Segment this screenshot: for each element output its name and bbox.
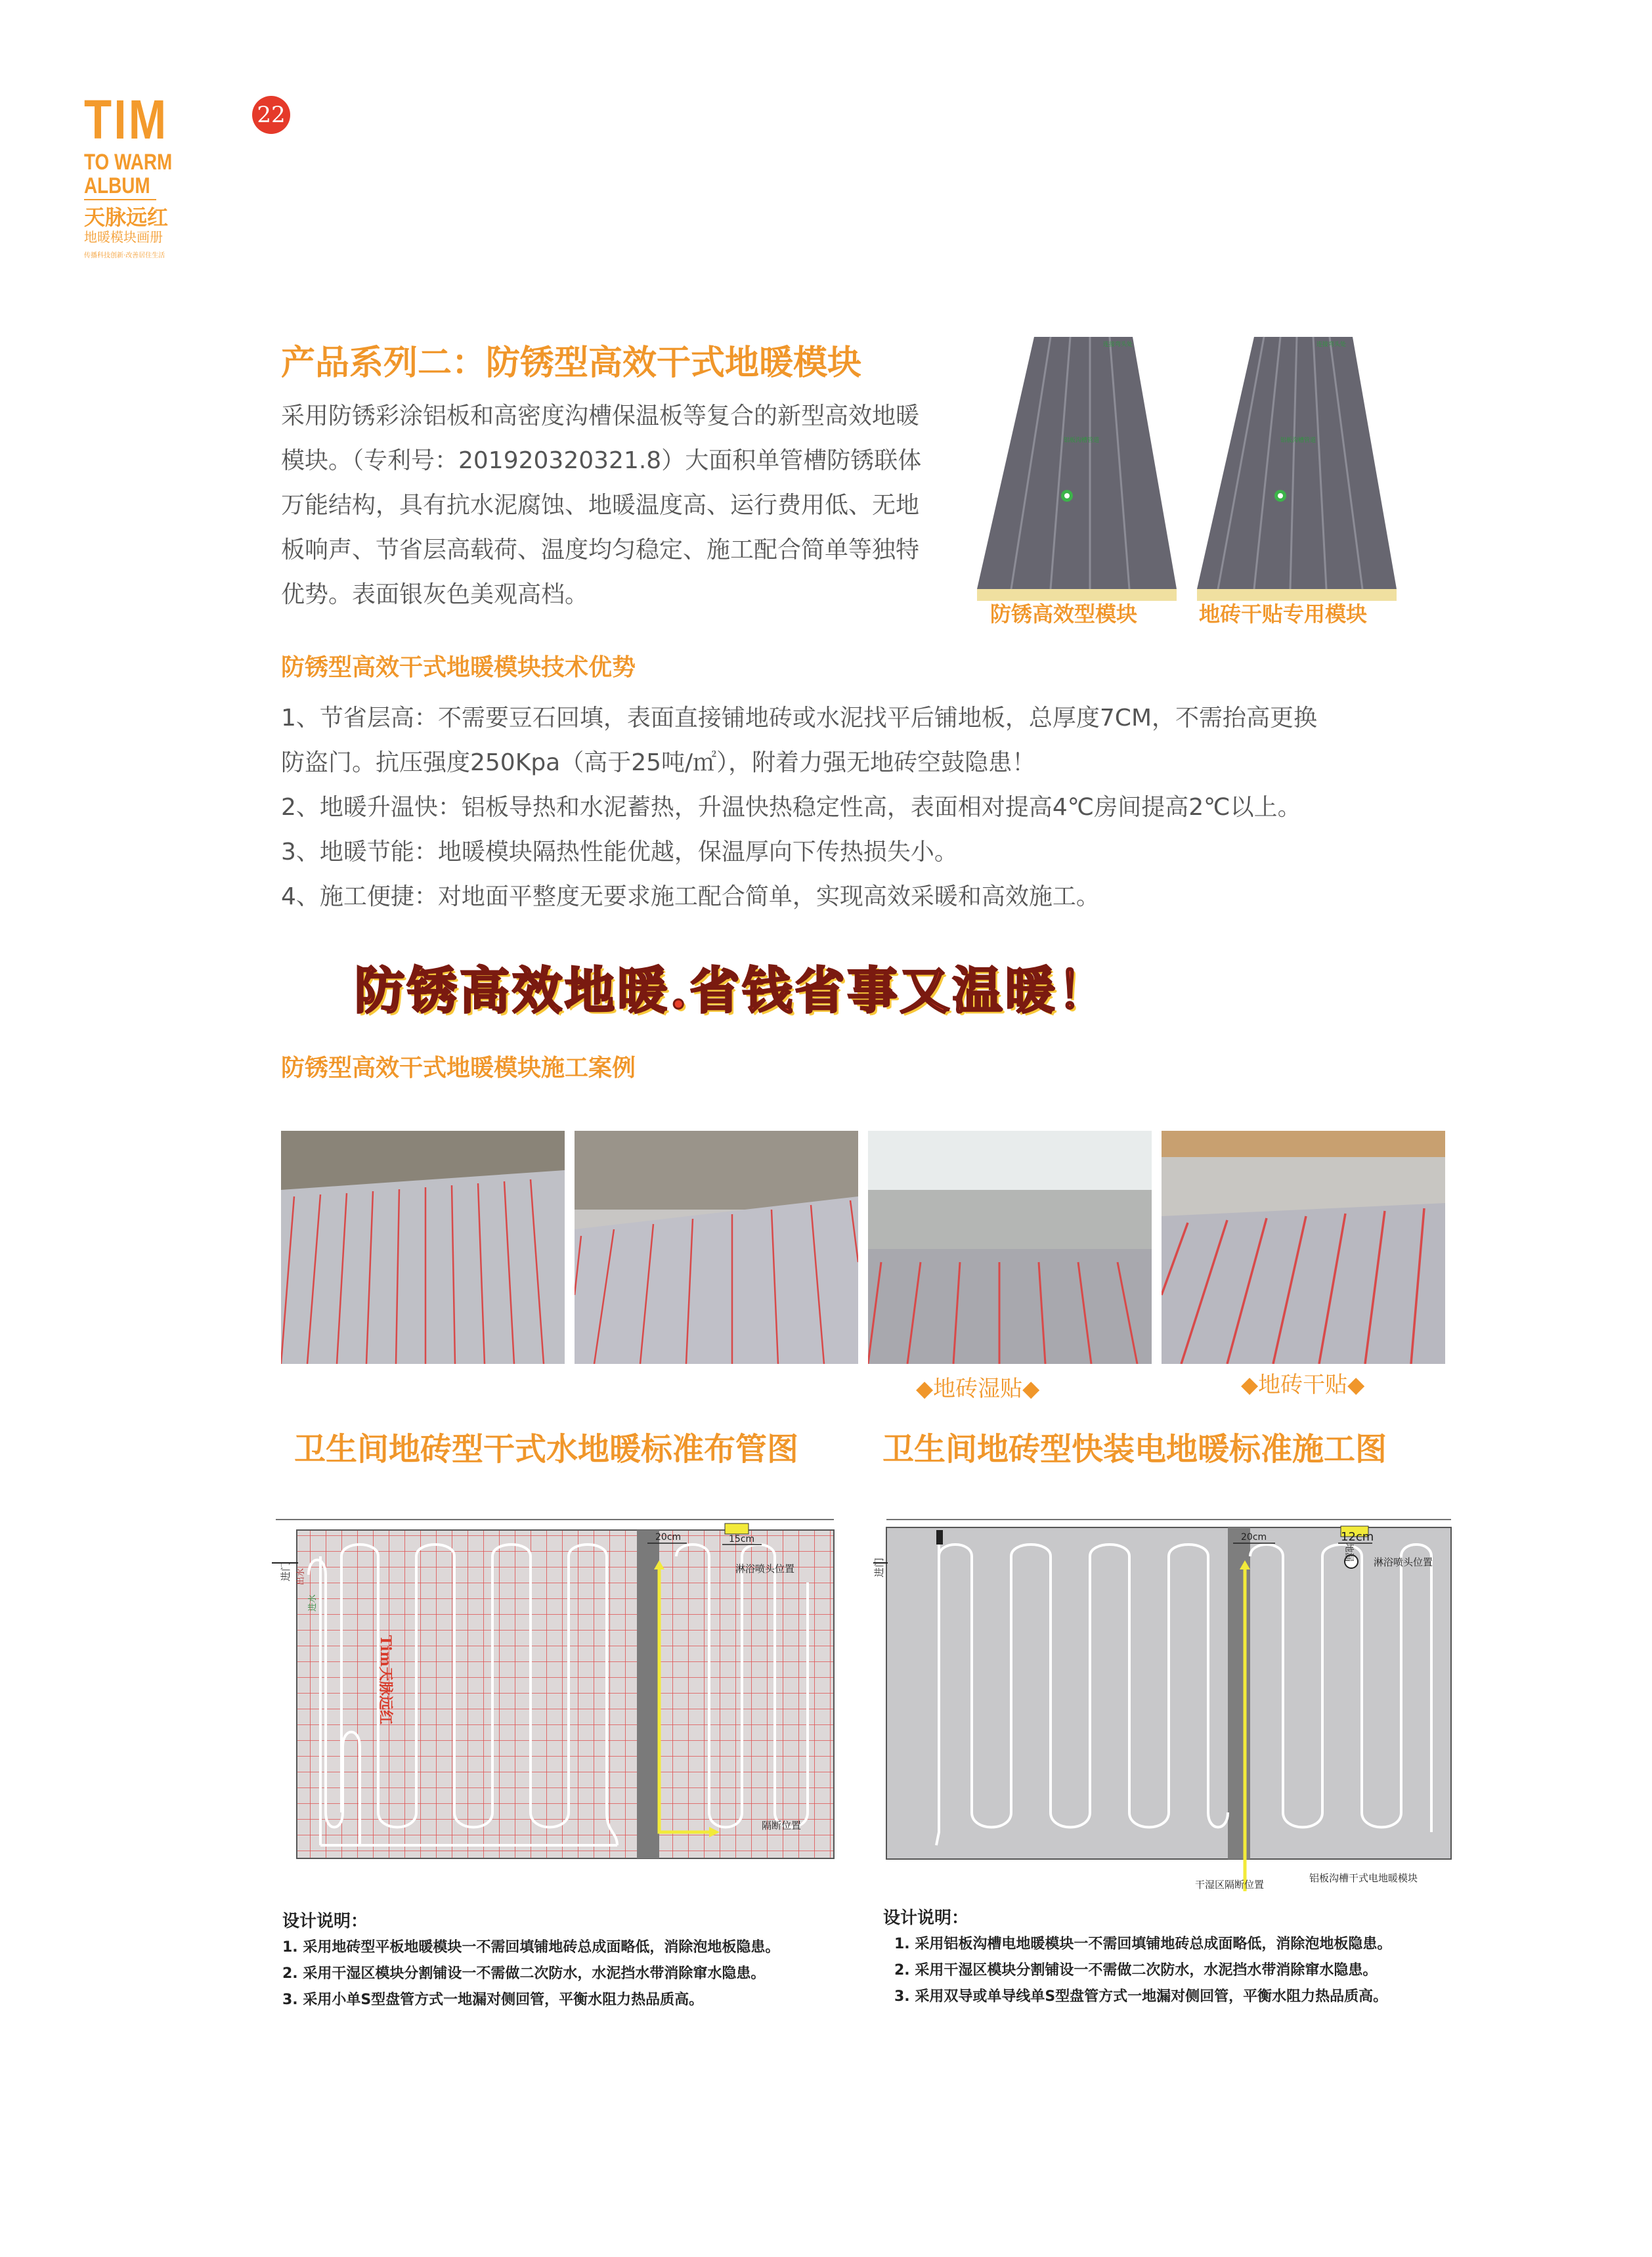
- diagram-right-gap: 20cm: [1241, 1532, 1267, 1543]
- diagram-right-entry: 进门: [873, 1557, 885, 1577]
- diagram-left-out: 出水: [296, 1567, 306, 1585]
- note-left: 2. 采用干湿区模块分割铺设一不需做二次防水，水泥挡水带消除窜水隐患。: [282, 1965, 766, 1982]
- note-left: 3. 采用小单S型盘管方式一地漏对侧回管，平衡水阻力热品质高。: [282, 1992, 704, 2008]
- module-label: 铝板沟槽管道: [1280, 437, 1316, 444]
- page-number-badge: 22: [252, 96, 290, 134]
- advantages-title: 防锈型高效干式地暖模块技术优势: [281, 654, 636, 681]
- case-photo: [575, 1131, 858, 1364]
- case-caption-dry: ◆地砖干贴◆: [1241, 1372, 1365, 1398]
- logo-slogan: 传播科技创新·改善居住生活: [84, 252, 165, 259]
- diagram-right-title: 卫生间地砖型快装电地暖标准施工图: [882, 1431, 1387, 1468]
- diagram-left-entry: 进门: [280, 1561, 292, 1581]
- cases-title: 防锈型高效干式地暖模块施工案例: [281, 1055, 636, 1082]
- product-caption-rustproof: 防锈高效型模块: [990, 602, 1138, 626]
- diagram-left-in: 进水: [308, 1594, 318, 1611]
- notes-right-title: 设计说明：: [883, 1908, 969, 1928]
- diagram-left-title: 卫生间地砖型干式水地暖标准布管图: [294, 1431, 799, 1468]
- logo-cn-subtitle: 地暖模块画册: [84, 229, 163, 245]
- diagram-left-gap: 20cm: [655, 1532, 682, 1543]
- advantage-item: 2、地暖升温快：铝板导热和水泥蓄热，升温快热稳定性高，表面相对提高4℃房间提高2℃以上。: [281, 794, 1301, 821]
- case-photo-wet: [868, 1131, 1152, 1364]
- logo-line-1: TO WARM: [84, 150, 173, 175]
- diagram-right-module: 铝板沟槽干式电地暖模块: [1309, 1872, 1418, 1884]
- note-right: 3. 采用双导或单导线单S型盘管方式一地漏对侧回管，平衡水阻力热品质高。: [894, 1988, 1388, 2005]
- product-intro: 采用防锈彩涂铝板和高密度沟槽保温板等复合的新型高效地暖模块。（专利号：201920320321.8）大面积单管槽防锈联体万能结构，具有抗水泥腐蚀、地暖温度高、运行费用低、无地板响声、节省层高载荷、温度均匀稳定、施工配合简单等独特优势。表面银灰色美观高档。: [281, 403, 922, 608]
- slogan-banner: 防锈高效地暖.省钱省事又温暖！: [355, 961, 1110, 1020]
- note-right: 1. 采用铝板沟槽电地暖模块一不需回填铺地砖总成面略低，消除泡地板隐患。: [894, 1936, 1392, 1952]
- product-image-tile: [1192, 332, 1402, 607]
- advantage-item: 1、节省层高：不需要豆石回填，表面直接铺地砖或水泥找平后铺地板，总厚度7CM，不需抬高更换: [281, 705, 1318, 732]
- diagram-left: [263, 1504, 844, 1872]
- case-caption-wet: ◆地砖湿贴◆: [916, 1376, 1040, 1402]
- diagram-right-spacing: 12cm: [1341, 1530, 1374, 1544]
- diagram-left-brand: Tim天脉远红: [377, 1635, 394, 1725]
- advantage-item: 3、地暖节能：地暖模块隔热性能优越，保温厚向下传热损失小。: [281, 839, 958, 866]
- note-right: 2. 采用干湿区模块分割铺设一不需做二次防水，水泥挡水带消除窜水隐患。: [894, 1962, 1378, 1979]
- logo-tim: TIM: [84, 89, 169, 150]
- notes-left-title: 设计说明：: [282, 1912, 368, 1931]
- product-title: 产品系列二：防锈型高效干式地暖模块: [281, 343, 862, 383]
- advantage-item: 防盗门。抗压强度250Kpa（高于25吨/㎡），附着力强无地砖空鼓隐患！: [281, 749, 1036, 776]
- advantage-item: 4、施工便捷：对地面平整度无要求施工配合简单，实现高效采暖和高效施工。: [281, 883, 1100, 910]
- logo-cn: 天脉远红: [84, 205, 169, 230]
- diagram-right-drain: 地漏: [1343, 1543, 1354, 1562]
- logo-line-2: ALBUM: [84, 173, 150, 198]
- diagram-right-partition: 干湿区隔断位置: [1195, 1879, 1265, 1891]
- module-label: 连接弯头处: [1316, 341, 1347, 348]
- module-label: 铝板沟槽管道: [1064, 437, 1100, 444]
- note-left: 1. 采用地砖型平板地暖模块一不需回填铺地砖总成面略低，消除泡地板隐患。: [282, 1939, 780, 1956]
- diagram-left-spacing: 15cm: [729, 1534, 755, 1545]
- diagram-right: [873, 1504, 1464, 1891]
- case-photo: [281, 1131, 565, 1364]
- case-photo-dry: [1162, 1131, 1445, 1364]
- product-image-rustproof: [972, 332, 1182, 607]
- logo-divider: [84, 199, 156, 200]
- module-label: 连接弯头处: [1103, 341, 1133, 348]
- diagram-right-shower: 淋浴喷头位置: [1374, 1556, 1433, 1568]
- product-caption-tile: 地砖干贴专用模块: [1199, 602, 1368, 626]
- diagram-left-shower: 淋浴喷头位置: [735, 1563, 795, 1575]
- diagram-left-partition: 隔断位置: [762, 1820, 802, 1831]
